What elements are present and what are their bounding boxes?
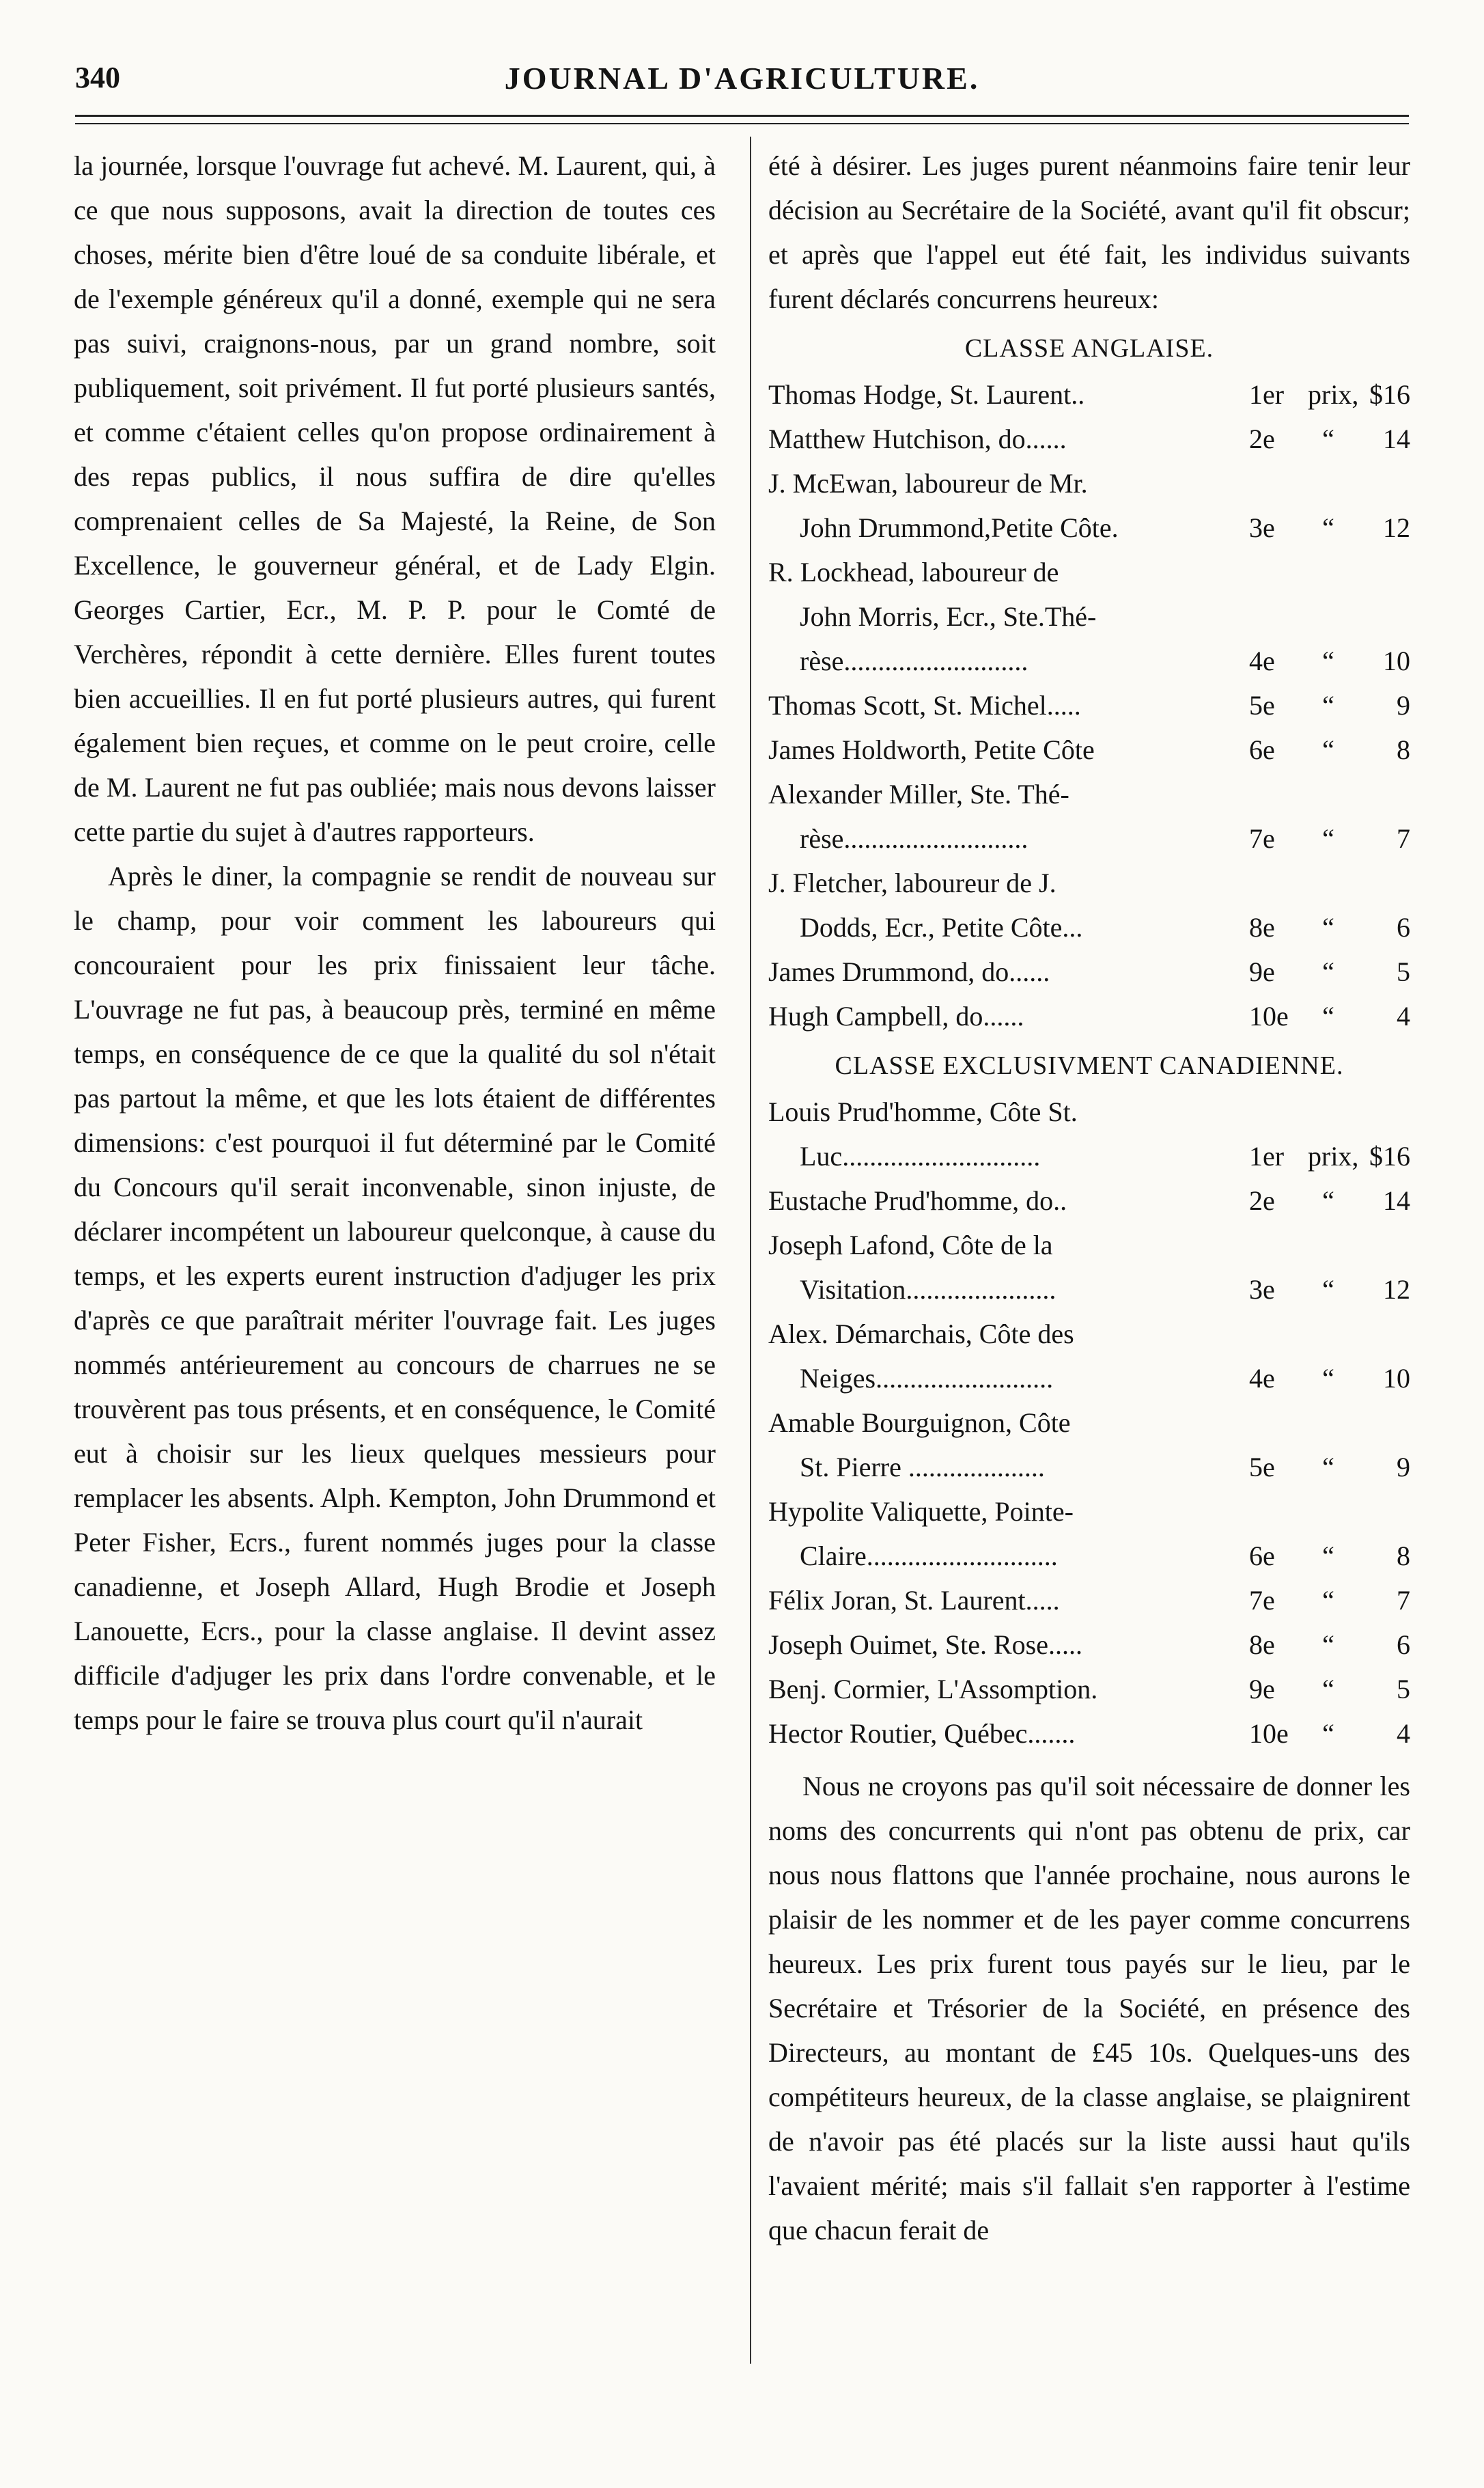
entry-amount: 12 [1383,1274,1410,1305]
right-column [768,143,1410,2252]
entry-amount: 6 [1397,912,1410,943]
entry-rank: 8e [1249,1629,1275,1660]
canadian-class-heading: CLASSE EXCLUSIVMENT CANADIENNE. [835,1051,1344,1080]
entry-amount: 10 [1383,1363,1410,1394]
entry-name-continuation: Luc............................. [800,1141,1041,1172]
entry-name [768,372,1244,417]
english-class-heading: CLASSE ANGLAISE. [964,334,1214,363]
entry-rank: 1er [1249,379,1285,410]
header-rule-thin [75,123,1409,124]
entry-rank: 6e [1249,734,1275,765]
entry-name-line: Alexander Miller, Ste. Thé- [768,779,1069,810]
right-intro-paragraph: été à désirer. Les juges purent néanmoins faire tenir leur décision au Secrétaire de la Société, avant qu'il fit obscur; et après que l'appel eut été fait, les individus suivants furent déclarés concurrens heureux: [768,150,1410,314]
entry-name [768,1400,1244,1489]
entry-name-line: Matthew Hutchison, do...... [768,424,1067,454]
entry-name-line: Amable Bourguignon, Côte [768,1407,1071,1438]
entry-name-continuation: rèse........................... [800,823,1028,854]
entry-rank: 9e [1249,956,1275,987]
prize-entry [768,1667,1410,1711]
entry-mark: “ [1322,1540,1334,1571]
entry-name [768,1667,1244,1711]
entry-rank: 10e [1249,1718,1289,1749]
entry-name-continuation: Visitation...................... [800,1274,1056,1305]
prize-entry [768,950,1410,994]
entry-amount: 8 [1397,1540,1410,1571]
entry-name [768,728,1244,772]
prize-entry [768,461,1410,550]
entry-name-continuation: St. Pierre .................... [800,1452,1045,1482]
entry-rank: 2e [1249,1185,1275,1216]
entry-amount: 14 [1383,1185,1410,1216]
entry-rank: 1er [1249,1141,1285,1172]
entry-rank: 2e [1249,424,1275,454]
entry-rank: 5e [1249,690,1275,721]
entry-name-line: J. Fletcher, laboureur de J. [768,868,1056,898]
entry-name [768,772,1244,861]
entry-name [768,1223,1244,1312]
entry-rank: 7e [1249,1585,1275,1616]
entry-name-line: Eustache Prud'homme, do.. [768,1185,1067,1216]
entry-name [768,1178,1244,1223]
entry-name-continuation: John Drummond,Petite Côte. [800,512,1119,543]
journal-title: JOURNAL D'AGRICULTURE. [504,61,980,96]
prize-entry [768,683,1410,728]
entry-mark: “ [1322,1718,1334,1749]
entry-amount: 6 [1397,1629,1410,1660]
entry-name-line: Joseph Lafond, Côte de la [768,1230,1053,1260]
entry-name [768,994,1244,1038]
left-column [74,143,716,1742]
entry-rank: 5e [1249,1452,1275,1482]
entry-rank: 10e [1249,1001,1289,1032]
entry-name-line: Benj. Cormier, L'Assomption. [768,1674,1098,1704]
entry-name-line: Félix Joran, St. Laurent..... [768,1585,1060,1616]
entry-name [768,683,1244,728]
prize-entry [768,372,1410,417]
left-paragraph-1: la journée, lorsque l'ouvrage fut achevé. M. Laurent, qui, à ce que nous supposons, avait la direction de toutes ces choses, mérite bien d'être loué de sa conduite libérale, et de l'exemple généreux qu'il a donné, exemple qui ne sera pas suivi, craignons-nous, par un grand nombre, soit publiquement, soit privément. Il fut porté plusieurs santés, et comme c'étaient celles qu'on propose ordinairement à des repas publics, il nous suffira de dire qu'elles comprenaient celles de Sa Majesté, la Reine, de Son Excellence, le gouverneur général, et de Lady Elgin. Georges Cartier, Ecr., M. P. P. pour le Comté de Verchères, répondit à cette dernière. Elles furent toutes bien accueillies. Il en fut porté plusieurs autres, qui furent également bien reçues, et comme on le peut croire, celle de M. Laurent ne fut pas oubliée; mais nous devons laisser cette partie du sujet à d'autres rapporteurs. [74,150,716,847]
prize-entry [768,1178,1410,1223]
entry-rank: 7e [1249,823,1275,854]
entry-mark: “ [1322,956,1334,987]
prize-entry [768,1711,1410,1756]
entry-rank: 4e [1249,646,1275,676]
prize-entry [768,550,1410,683]
entry-name-line: Hector Routier, Québec....... [768,1718,1076,1749]
entry-rank: 3e [1249,1274,1275,1305]
entry-mark: “ [1322,823,1334,854]
entry-name-continuation: rèse........................... [800,646,1028,676]
entry-name-continuation: Claire............................ [800,1540,1058,1571]
entry-mark: “ [1322,646,1334,676]
entry-name [768,550,1244,683]
entry-mark: “ [1322,512,1334,543]
prize-entry [768,994,1410,1038]
entry-amount: 14 [1383,424,1410,454]
entry-rank: 9e [1249,1674,1275,1704]
entry-amount: 5 [1397,1674,1410,1704]
entry-name-line: Thomas Hodge, St. Laurent.. [768,379,1085,410]
entry-name [768,1711,1244,1756]
entry-name [768,417,1244,461]
entry-rank: 4e [1249,1363,1275,1394]
entry-mark: “ [1322,1585,1334,1616]
entry-name-line: Hypolite Valiquette, Pointe- [768,1496,1074,1527]
entry-amount: $16 [1369,379,1410,410]
entry-mark: prix, [1308,379,1359,410]
entry-name [768,461,1244,550]
entry-name-line: James Drummond, do...... [768,956,1050,987]
prize-entry [768,1622,1410,1667]
entry-amount: $16 [1369,1141,1410,1172]
entry-name-line: James Holdworth, Petite Côte [768,734,1095,765]
prize-entry [768,772,1410,861]
entry-mark: “ [1322,1629,1334,1660]
entry-name-line: Alex. Démarchais, Côte des [768,1318,1074,1349]
entry-name [768,950,1244,994]
entry-mark: “ [1322,1274,1334,1305]
entry-amount: 10 [1383,646,1410,676]
page-number: 340 [75,61,120,94]
entry-mark: “ [1322,424,1334,454]
entry-amount: 4 [1397,1001,1410,1032]
page-header [75,55,1409,109]
entry-name-continuation: Neiges.......................... [800,1363,1054,1394]
entry-mark: “ [1322,1452,1334,1482]
column-divider [750,137,751,2364]
entry-name-line: Louis Prud'homme, Côte St. [768,1096,1078,1127]
prize-entry [768,1400,1410,1489]
right-closing-paragraph: Nous ne croyons pas qu'il soit nécessaire de donner les noms des concurrents qui n'ont pas obtenu de prix, car nous nous flattons que l'année prochaine, nous aurons le plaisir de les nommer et de les payer comme concurrens heureux. Les prix furent tous payés sur le lieu, par le Secrétaire et Trésorier de la Société, en présence des Directeurs, au montant de £45 10s. Quelques-uns des compétiteurs heureux, de la classe anglaise, se plaignirent de n'avoir pas été placés sur la liste aussi haut qu'ils l'avaient mérité; mais s'il fallait s'en rapporter à l'estime que chacun ferait de [768,1771,1410,2245]
entry-amount: 4 [1397,1718,1410,1749]
english-class-list [768,372,1410,1038]
entry-mark: “ [1322,1363,1334,1394]
entry-rank: 3e [1249,512,1275,543]
entry-name [768,1090,1244,1178]
entry-name-line: R. Lockhead, laboureur de [768,557,1059,588]
prize-entry [768,1312,1410,1400]
entry-amount: 7 [1397,1585,1410,1616]
entry-name-line: Hugh Campbell, do...... [768,1001,1024,1032]
prize-entry [768,1090,1410,1178]
entry-mark: “ [1322,1674,1334,1704]
prize-entry [768,728,1410,772]
entry-mark: “ [1322,734,1334,765]
entry-mark: “ [1322,912,1334,943]
header-rule-thick [75,115,1409,117]
entry-name-continuation: Dodds, Ecr., Petite Côte... [800,912,1083,943]
prize-entry [768,861,1410,950]
entry-name [768,1622,1244,1667]
entry-rank: 8e [1249,912,1275,943]
entry-name [768,1489,1244,1578]
prize-entry [768,1578,1410,1622]
entry-mark: prix, [1308,1141,1359,1172]
entry-name-continuation: John Morris, Ecr., Ste.Thé- [800,601,1097,632]
entry-name [768,1312,1244,1400]
canadian-class-list [768,1090,1410,1756]
entry-name [768,1578,1244,1622]
entry-mark: “ [1322,1185,1334,1216]
entry-name-line: Thomas Scott, St. Michel..... [768,690,1081,721]
entry-name-line: Joseph Ouimet, Ste. Rose..... [768,1629,1082,1660]
entry-name [768,861,1244,950]
entry-amount: 9 [1397,690,1410,721]
entry-amount: 12 [1383,512,1410,543]
prize-entry [768,1489,1410,1578]
entry-amount: 9 [1397,1452,1410,1482]
entry-amount: 7 [1397,823,1410,854]
entry-mark: “ [1322,690,1334,721]
left-paragraph-2: Après le diner, la compagnie se rendit de nouveau sur le champ, pour voir comment les laboureurs qui concouraient pour les prix finissaient leur tâche. L'ouvrage ne fut pas, à beaucoup près, terminé en même temps, en conséquence de ce que la qualité du sol n'était pas partout la même, et que les lots étaient de différentes dimensions: c'est pourquoi il fut déterminé par le Comité du Concours qu'il serait inconvenable, sinon injuste, de déclarer incompétent un laboureur quelconque, à cause du temps, et les experts eurent instruction d'adjuger les prix d'après ce que paraîtrait mériter l'ouvrage fait. Les juges nommés antérieurement au concours de charrues ne se trouvèrent pas tous présents, et en conséquence, le Comité eut à choisir sur les lieux quelques messieurs pour remplacer les absents. Alph. Kempton, John Drummond et Peter Fisher, Ecrs., furent nommés juges pour la classe canadienne, et Joseph Allard, Hugh Brodie et Joseph Lanouette, Ecrs., pour la classe anglaise. Il devint assez difficile d'adjuger les prix dans l'ordre convenable, et le temps pour le faire se trouva plus court qu'il n'aurait [74,861,716,1735]
entry-amount: 8 [1397,734,1410,765]
prize-entry [768,417,1410,461]
prize-entry [768,1223,1410,1312]
entry-amount: 5 [1397,956,1410,987]
entry-name-line: J. McEwan, laboureur de Mr. [768,468,1088,499]
entry-mark: “ [1322,1001,1334,1032]
entry-rank: 6e [1249,1540,1275,1571]
